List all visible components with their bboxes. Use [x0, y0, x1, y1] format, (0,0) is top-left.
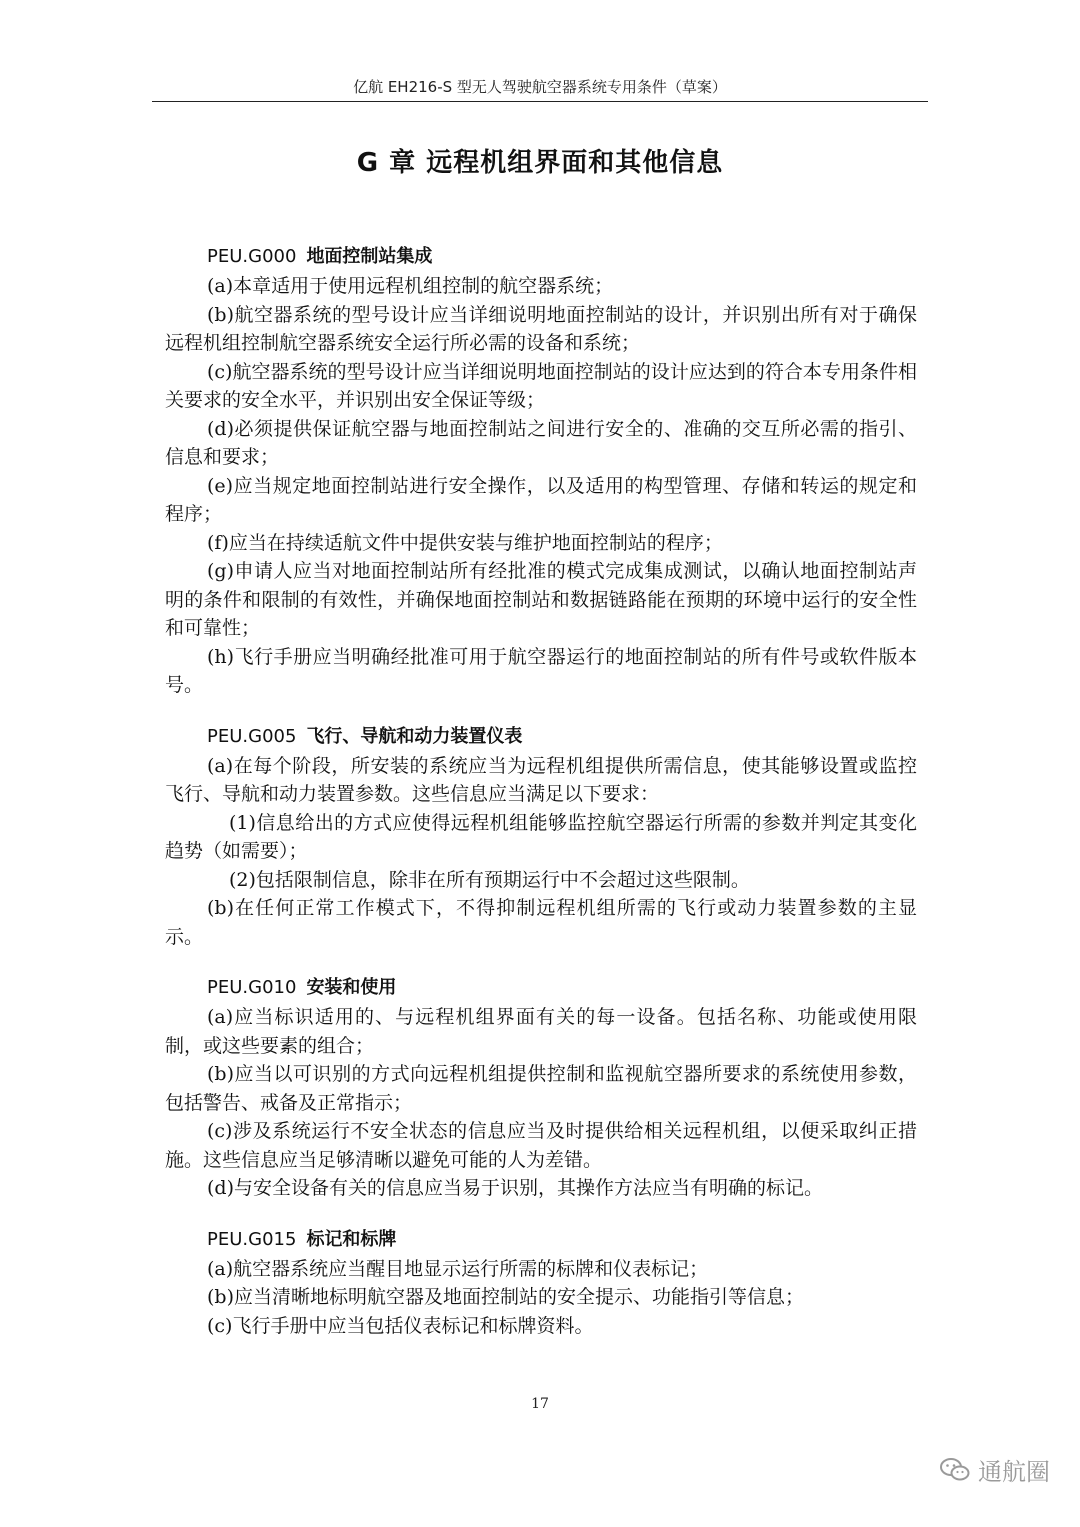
section-heading: [207, 242, 917, 272]
section-g015: [165, 1225, 917, 1341]
watermark: [940, 1452, 1050, 1487]
paragraph: (d)与安全设备有关的信息应当易于识别，其操作方法应当有明确的标记。: [207, 1177, 823, 1199]
section-g005: [165, 722, 917, 952]
paragraph: (c)涉及系统运行不安全状态的信息应当及时提供给相关远程机组，以便采取纠正措施。这些信息应当足够清晰以避免可能的人为差错。: [165, 1120, 917, 1171]
paragraph: (a)应当标识适用的、与远程机组界面有关的每一设备。包括名称、功能或使用限制，或这些要素的组合；: [165, 1006, 917, 1057]
paragraph: (a)在每个阶段，所安装的系统应当为远程机组提供所需信息，使其能够设置或监控飞行、导航和动力装置参数。这些信息应当满足以下要求：: [165, 754, 917, 805]
watermark-text: 通航圈: [978, 1458, 1050, 1486]
paragraph: (a)本章适用于使用远程机组控制的航空器系统；: [207, 275, 614, 297]
section-title: 地面控制站集成: [306, 246, 433, 267]
section-g010: [165, 973, 917, 1203]
paragraph: (h)飞行手册应当明确经批准可用于航空器运行的地面控制站的所有件号或软件版本号。: [165, 645, 917, 696]
paragraph: (d)必须提供保证航空器与地面控制站之间进行安全的、准确的交互所必需的指引、信息和要求；: [165, 417, 917, 468]
sub-paragraph: (2)包括限制信息，除非在所有预期运行中不会超过这些限制。: [229, 868, 750, 891]
paragraph: (b)应当以可识别的方式向远程机组提供控制和监视航空器所要求的系统使用参数，包括警告、戒备及正常指示；: [165, 1063, 917, 1114]
paragraph: (b)在任何正常工作模式下，不得抑制远程机组所需的飞行或动力装置参数的主显示。: [165, 897, 917, 948]
section-title: 飞行、导航和动力装置仪表: [306, 725, 523, 747]
section-title: 标记和标牌: [306, 1228, 397, 1250]
section-title: 安装和使用: [306, 977, 397, 998]
paragraph: (g)申请人应当对地面控制站所有经批准的模式完成集成测试，以确认地面控制站声明的条件和限制的有效性，并确保地面控制站和数据链路能在预期的环境中运行的安全性和可靠性；: [165, 560, 917, 639]
paragraph: (b)航空器系统的型号设计应当详细说明地面控制站的设计，并识别出所有对于确保远程机组控制航空器系统安全运行所必需的设备和系统；: [165, 303, 917, 354]
section-heading: [207, 973, 917, 1003]
page-header: 亿航 EH216-S 型无人驾驶航空器系统专用条件（草案）: [353, 78, 727, 96]
wechat-icon: [940, 1457, 970, 1483]
sub-paragraph: (1)信息给出的方式应使得远程机组能够监控航空器运行所需的参数并判定其变化趋势（如需要）；: [165, 811, 917, 862]
paragraph: (a)航空器系统应当醒目地显示运行所需的标牌和仪表标记；: [207, 1257, 709, 1280]
section-heading: [207, 1225, 917, 1255]
paragraph: (f)应当在持续适航文件中提供安装与维护地面控制站的程序；: [207, 531, 723, 554]
header-rule: [152, 101, 928, 102]
section-g000: [165, 242, 917, 700]
chapter-title: G 章 远程机组界面和其他信息: [356, 148, 724, 178]
paragraph: (c)飞行手册中应当包括仪表标记和标牌资料。: [207, 1314, 594, 1337]
section-code: PEU.G000: [207, 246, 297, 267]
paragraph: (b)应当清晰地标明航空器及地面控制站的安全提示、功能指引等信息；: [207, 1286, 804, 1308]
paragraph: (c)航空器系统的型号设计应当详细说明地面控制站的设计应达到的符合本专用条件相关要求的安全水平，并识别出安全保证等级；: [165, 360, 917, 411]
section-code: PEU.G010: [207, 977, 297, 998]
section-code: PEU.G015: [207, 1228, 297, 1250]
paragraph: (e)应当规定地面控制站进行安全操作，以及适用的构型管理、存储和转运的规定和程序；: [165, 474, 917, 525]
document-body: [165, 242, 917, 1362]
page-number: 17: [531, 1396, 549, 1412]
section-code: PEU.G005: [207, 725, 297, 747]
section-heading: [207, 722, 917, 752]
